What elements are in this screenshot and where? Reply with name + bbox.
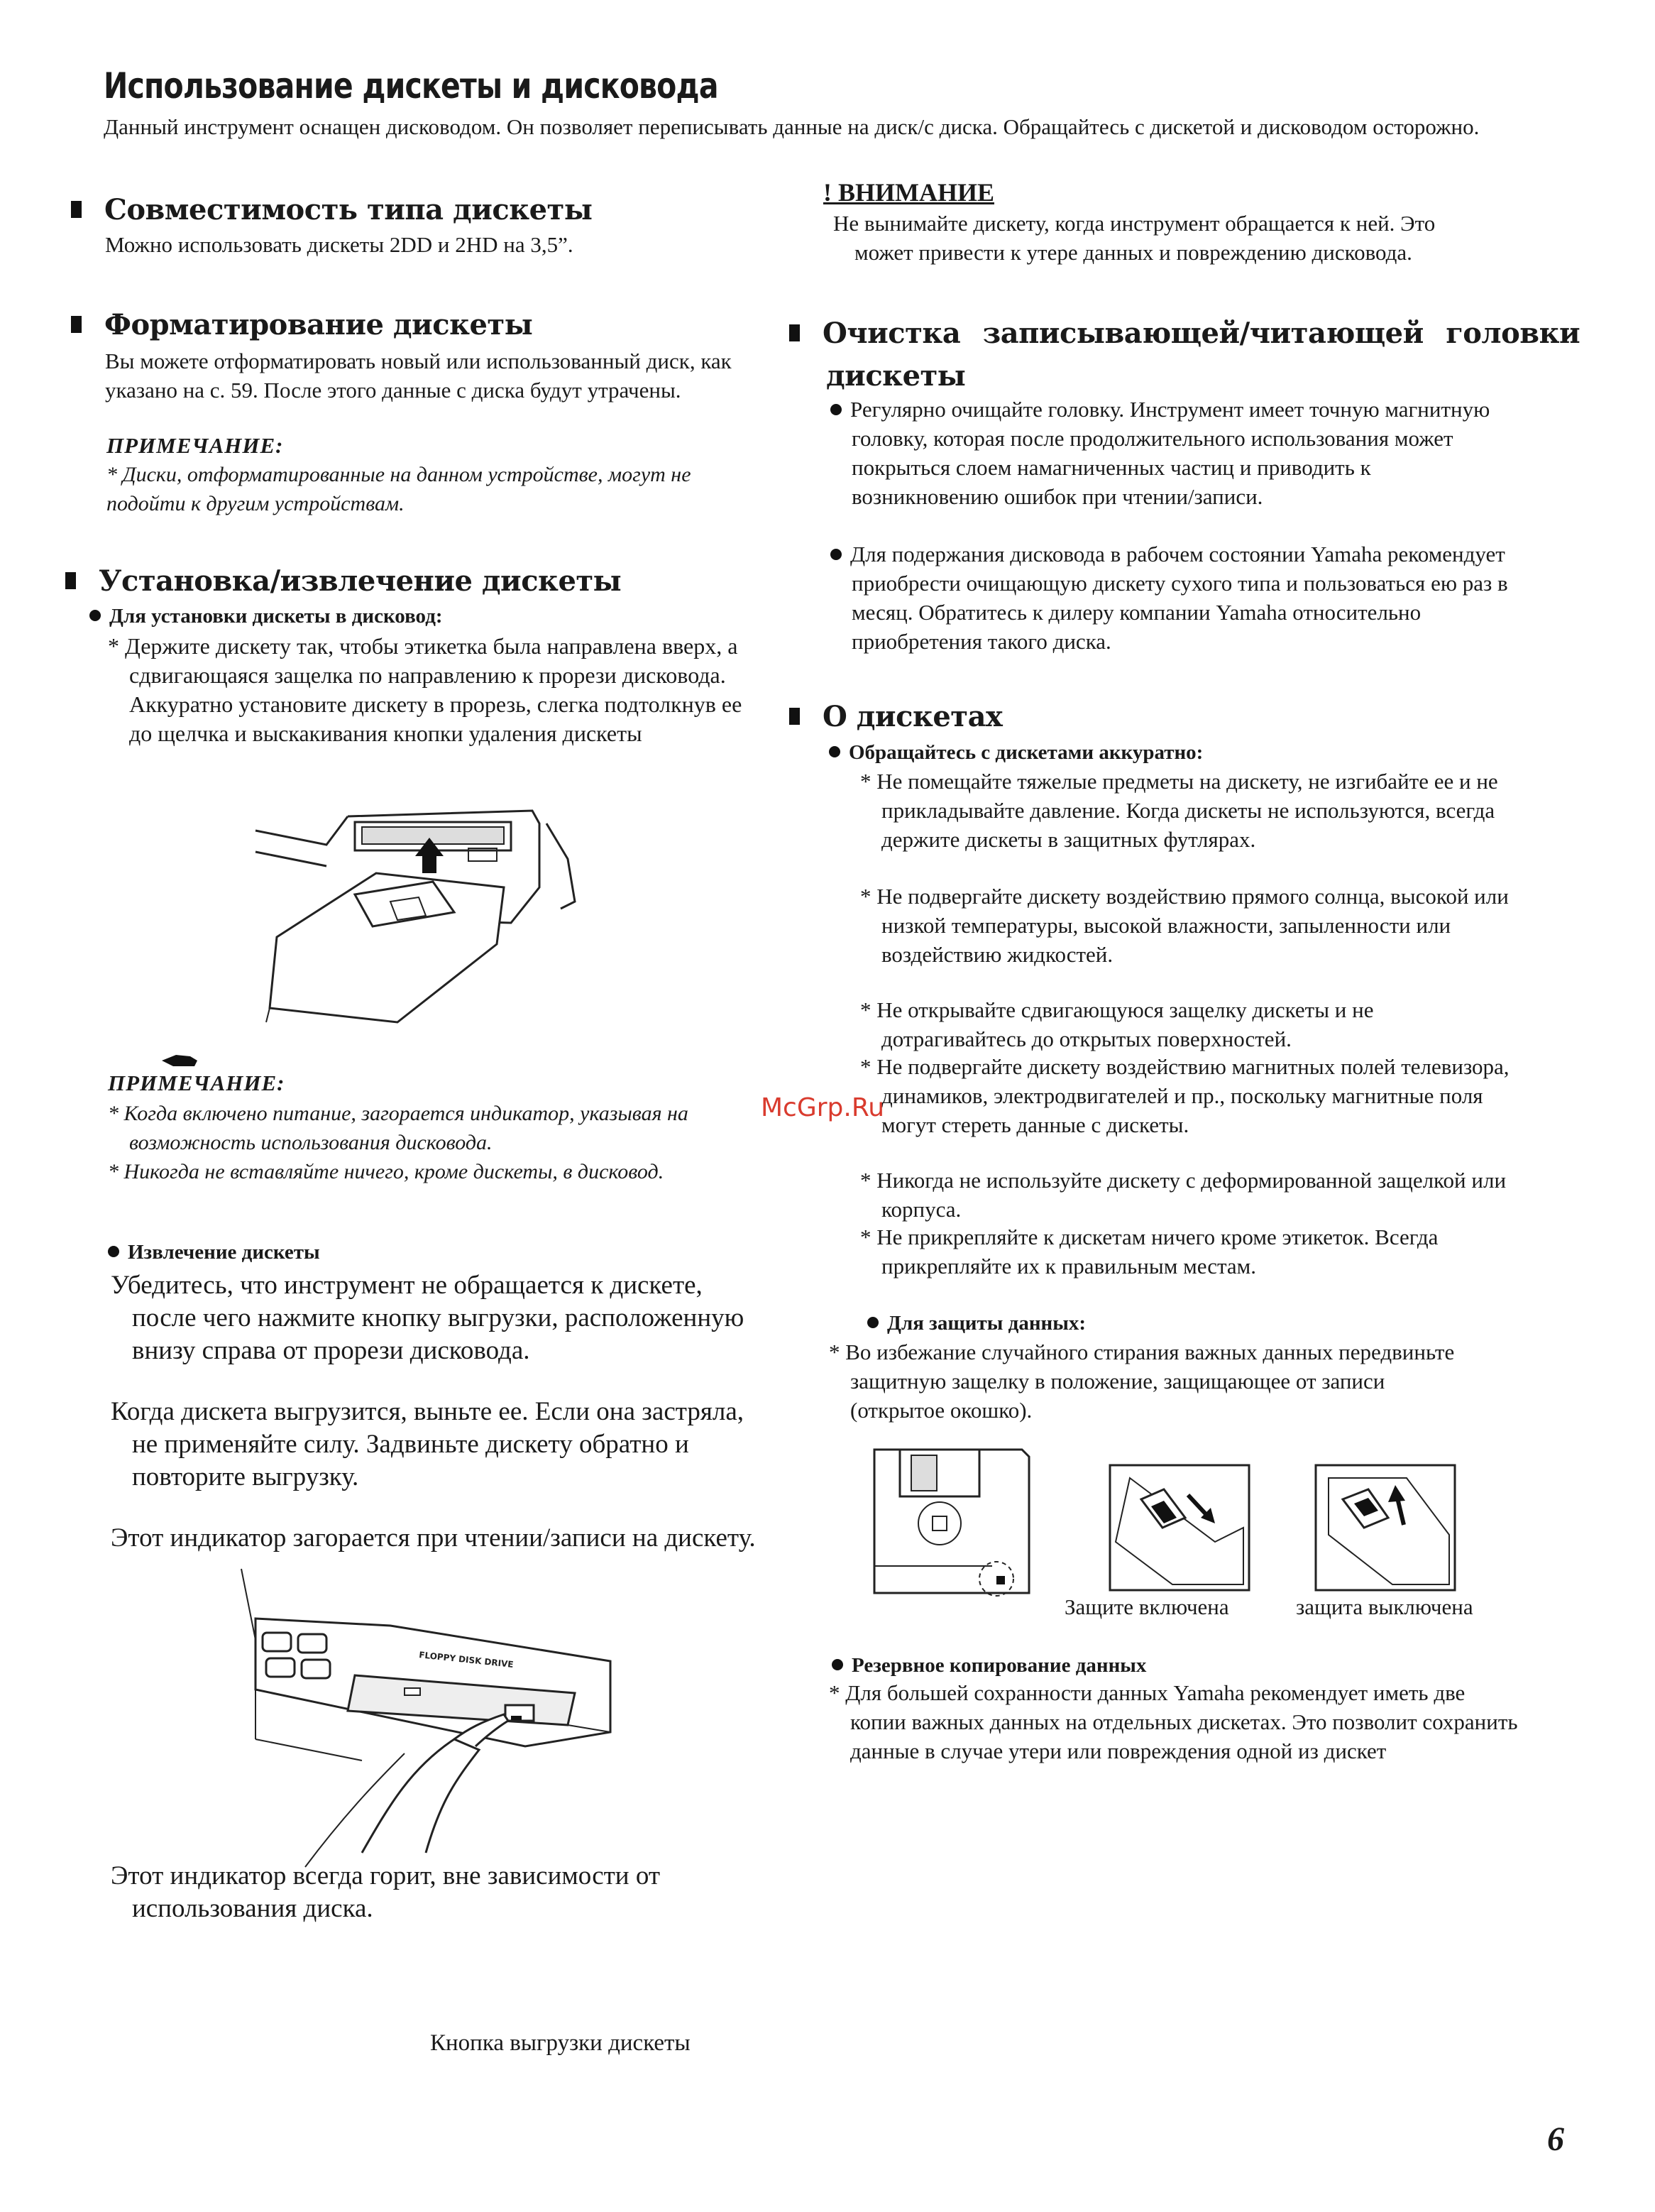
about-sub3: Резервное копирование данных — [832, 1654, 1146, 1677]
about-sub1: Обращайтесь с дискетами аккуратно: — [829, 741, 1203, 765]
cleaning-bullet-1: Регулярно очищайте головку. Инструмент имеет точную магнитную головку, которая после продолжительного использования может покрыться слоем намагниченных частиц и приводить к возникновению ошибок при чтении/записи. — [826, 395, 1522, 511]
about-item-1: * Не помещайте тяжелые предметы на дискету, не изгибайте ее и не прикладывайте давление. Когда дискеты не используются, всегда держите дискеты в защитных футлярах. — [860, 769, 1498, 852]
about-item-2: * Не подвергайте дискету воздействию прямого солнца, высокой или низкой температуры, высокой влажности, запыленности или воздействию жидкостей. — [860, 884, 1509, 967]
page-number: 6 — [1547, 2120, 1564, 2158]
eject-button-caption: Кнопка выгрузки дискеты — [430, 2030, 691, 2056]
insert-note-label: ПРИМЕЧАНИЕ: — [108, 1071, 285, 1095]
insert-note-2: * Никогда не вставляйте ничего, кроме дискеты, в дисковод. — [108, 1160, 664, 1183]
round-bullet-icon — [832, 1659, 843, 1670]
format-text: Вы можете отформатировать новый или использованный диск, как указано на с. 59. После этого данные с диска будут утрачены. — [105, 349, 732, 403]
about-item-4: * Не подвергайте дискету воздействию магнитных полей телевизора, динамиков, электродвигателей и пр., поскольку магнитные поля могут стереть данные с дискеты. — [860, 1054, 1510, 1137]
square-bullet-icon — [789, 708, 800, 725]
format-note-label: ПРИМЕЧАНИЕ: — [106, 433, 284, 458]
drive-label: FLOPPY DISK DRIVE — [418, 1650, 515, 1670]
watermark: McGrp.Ru — [761, 1093, 885, 1122]
square-bullet-icon — [65, 572, 76, 589]
insert-instructions: * Держите дискету так, чтобы этикетка была направлена вверх, а сдвигающаяся защелка по направлению к прорези дисковода. Аккуратно установите дискету в прорезь, слегка подтолкнув ее до щелчка и выскакивания кнопки удаления дискеты — [108, 633, 742, 746]
section-insert-heading: Установка/извлечение дискеты — [65, 564, 621, 598]
square-bullet-icon — [71, 316, 82, 333]
warning-text: Не вынимайте дискету, когда инструмент обращается к ней. Это может привести к утере данных и повреждению дисковода. — [833, 211, 1436, 265]
eject-sub: Извлечение дискеты — [108, 1241, 320, 1264]
cleaning-bullet-2: Для подержания дисковода в рабочем состоянии Yamaha рекомендует приобрести очищающую дискету сухого типа и пользоваться ею раз в месяц. Обратитесь к дилеру компании Yamaha относительно приобретения такого диска. — [826, 540, 1522, 656]
caption-protect-on: Защите включена — [1065, 1594, 1229, 1619]
format-note: * Диски, отформатированные на данном устройстве, могут не подойти к другим устройствам. — [106, 463, 691, 515]
round-bullet-icon — [867, 1317, 879, 1328]
insert-note-1: * Когда включено питание, загорается индикатор, указывая на возможность использования дисковода. — [108, 1102, 688, 1154]
section-cleaning-heading-2: дискеты — [826, 359, 966, 393]
diskette-front-illustration — [872, 1447, 1032, 1596]
about-item-3: * Не открывайте сдвигающуюся защелку дискеты и не дотрагивайтесь до открытых поверхностей. — [860, 997, 1374, 1051]
section-compat-heading: Совместимость типа дискеты — [71, 193, 592, 226]
indicator-text-1: Этот индикатор загорается при чтении/записи на дискету. — [111, 1523, 756, 1553]
round-bullet-icon — [108, 1246, 119, 1257]
access-indicator — [405, 1688, 420, 1695]
section-about-heading: О дискетах — [789, 700, 1002, 733]
indicator-text-2: Этот индикатор всегда горит, вне зависимости от использования диска. — [111, 1861, 661, 1923]
about-sub2: Для защиты данных: — [867, 1312, 1086, 1335]
protect-off-illustration — [1314, 1464, 1456, 1592]
insert-diskette-illustration — [248, 795, 582, 1036]
protect-on-illustration — [1109, 1464, 1250, 1592]
warning-label: ! ВНИМАНИЕ — [823, 178, 994, 207]
round-bullet-icon — [89, 610, 101, 621]
round-bullet-icon — [830, 404, 842, 415]
note-hand-icon — [159, 1048, 202, 1069]
backup-text: * Для большей сохранности данных Yamaha рекомендует иметь две копии важных данных на отдельных дискетах. Это позволит сохранить данные в случае утери или повреждения одной из дискет — [829, 1680, 1518, 1763]
square-bullet-icon — [71, 201, 82, 218]
eject-text-1: Убедитесь, что инструмент не обращается к дискете, после чего нажмите кнопку выгрузки, расположенную внизу справа от прорези дисковода. — [111, 1271, 744, 1365]
eject-illustration — [241, 1569, 639, 1867]
caption-protect-off: защита выключена — [1296, 1594, 1473, 1619]
intro-text: Данный инструмент оснащен дисководом. Он позволяет переписывать данные на диск/с диска. Обращайтесь с дискетой и дисководом осторожно. — [104, 114, 1480, 139]
section-format-heading: Форматирование дискеты — [71, 308, 532, 341]
page-title: Использование дискеты и дисковода — [104, 65, 718, 106]
about-item-6: * Не прикрепляйте к дискетам ничего кроме этикеток. Всегда прикрепляйте их к правильным местам. — [860, 1225, 1439, 1279]
square-bullet-icon — [789, 324, 800, 341]
round-bullet-icon — [830, 549, 842, 560]
about-item-5: * Никогда не используйте дискету с деформированной защелкой или корпуса. — [860, 1168, 1507, 1222]
round-bullet-icon — [829, 746, 840, 757]
protect-text: * Во избежание случайного стирания важных данных передвиньте защитную защелку в положение, защищающее от записи (открытое окошко). — [829, 1340, 1455, 1423]
insert-sub1: Для установки дискеты в дисковод: — [89, 605, 443, 628]
section-cleaning-heading: Очистка записывающей/читающей головки — [789, 317, 1580, 350]
eject-text-2: Когда дискета выгрузится, выньте ее. Если она застряла, не применяйте силу. Задвиньте дискету обратно и повторите выгрузку. — [111, 1397, 744, 1491]
compat-text: Можно использовать дискеты 2DD и 2HD на 3,5”. — [105, 232, 573, 257]
